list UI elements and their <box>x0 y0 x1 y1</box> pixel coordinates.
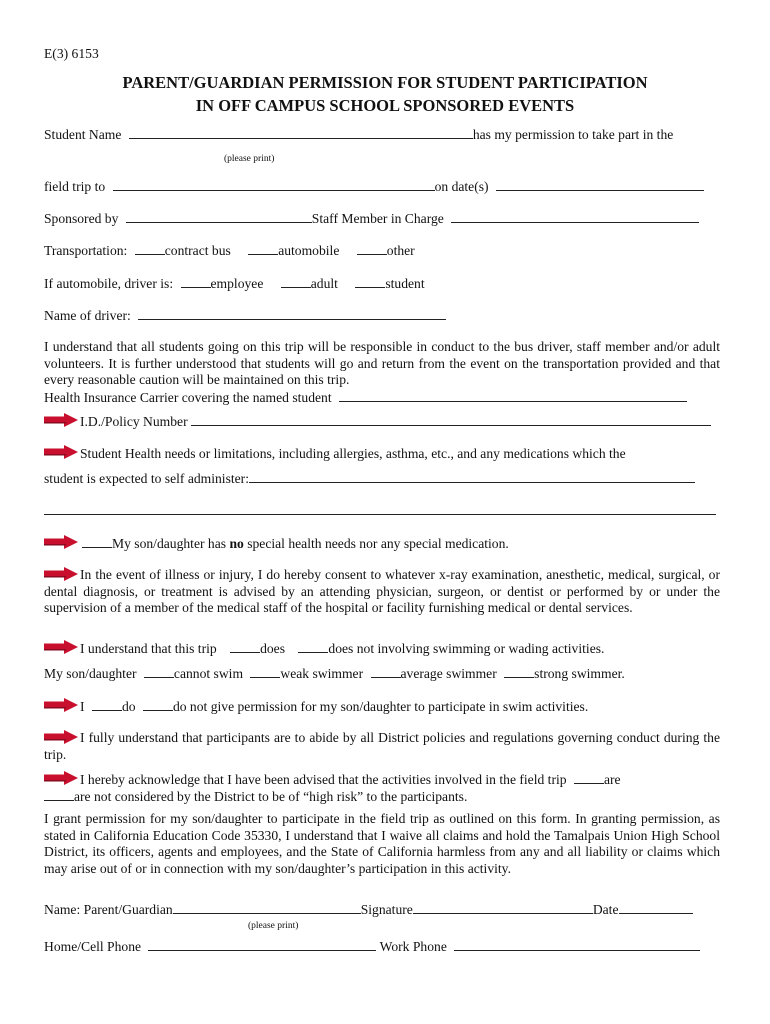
sponsor-row <box>44 210 699 227</box>
no-needs-row <box>44 535 509 552</box>
date-field[interactable] <box>619 901 693 914</box>
adult-option: adult <box>310 276 338 291</box>
weak-swimmer-option: weak swimmer <box>280 666 364 681</box>
strong-swimmer-checkbox[interactable] <box>504 665 534 678</box>
phone-row <box>44 938 700 955</box>
transportation-row <box>44 242 415 259</box>
swim-permission-do: do <box>121 699 136 714</box>
red-arrow-icon <box>44 771 78 785</box>
medical-consent-paragraph: In the event of illness or injury, I do hereby consent to whatever x-ray examination, anesthetic, medical, surgical, or dental diagnosis, or treatment is advised by an attending physician, surgeon, or dentist or performed by or under the supervision of a member of the medical staff of the hospital or facility furnishing medical or dental services. <box>44 567 720 615</box>
policy-number-label: I.D./Policy Number <box>80 414 188 429</box>
high-risk-row <box>44 771 720 788</box>
driver-type-row <box>44 275 425 292</box>
form-title-line1: PARENT/GUARDIAN PERMISSION FOR STUDENT PARTICIPATION <box>122 73 648 92</box>
contract-bus-checkbox[interactable] <box>135 242 165 255</box>
health-needs-field-2[interactable] <box>44 502 716 515</box>
signature-label: Signature <box>360 902 413 917</box>
home-phone-label: Home/Cell Phone <box>44 939 142 954</box>
field-trip-row <box>44 178 704 195</box>
policy-number-field[interactable] <box>191 413 711 426</box>
self-administer-label: student is expected to self administer: <box>44 471 249 486</box>
policies-paragraph: I fully understand that participants are to abide by all District policies and regulations governing conduct during the trip. <box>44 730 720 762</box>
health-needs-text: Student Health needs or limitations, including allergies, asthma, etc., and any medications which the <box>80 446 626 461</box>
student-name-row <box>44 126 673 143</box>
swim-ability-row <box>44 665 625 682</box>
no-needs-checkbox[interactable] <box>82 535 112 548</box>
policy-row <box>44 413 711 430</box>
on-dates-label: on date(s) <box>434 179 489 194</box>
staff-member-field[interactable] <box>451 210 699 223</box>
staff-member-label: Staff Member in Charge <box>311 211 444 226</box>
date-label: Date <box>592 902 619 917</box>
swim-permission-do-not-checkbox[interactable] <box>143 698 173 711</box>
automobile-checkbox[interactable] <box>248 242 278 255</box>
high-risk-are-checkbox[interactable] <box>574 771 604 784</box>
high-risk-are-not-text: are not considered by the District to be of “high risk” to the participants. <box>74 789 468 804</box>
work-phone-label: Work Phone <box>379 939 447 954</box>
contract-bus-option: contract bus <box>164 243 231 258</box>
high-risk-row-2 <box>44 788 467 805</box>
swim-permission-do-checkbox[interactable] <box>92 698 122 711</box>
student-driver-checkbox[interactable] <box>355 275 385 288</box>
student-option: student <box>385 276 425 291</box>
student-name-field[interactable] <box>129 126 473 139</box>
sponsored-by-label: Sponsored by <box>44 211 119 226</box>
swim-permission-rest: do not give permission for my son/daughter to participate in swim activities. <box>172 699 589 714</box>
no-emphasis: no <box>229 536 244 551</box>
sponsored-by-field[interactable] <box>126 210 312 223</box>
high-risk-are: are <box>603 772 621 787</box>
form-title-line2: IN OFF CAMPUS SCHOOL SPONSORED EVENTS <box>195 96 575 115</box>
driver-is-label: If automobile, driver is: <box>44 276 174 291</box>
signature-field[interactable] <box>413 901 593 914</box>
trip-dates-field[interactable] <box>496 178 704 191</box>
please-print-note-2: (please print) <box>248 921 299 931</box>
name-of-driver-label: Name of driver: <box>44 308 131 323</box>
insurance-label: Health Insurance Carrier covering the named student <box>44 390 332 405</box>
parent-name-field[interactable] <box>173 901 361 914</box>
self-administer-row <box>44 470 695 487</box>
insurance-carrier-field[interactable] <box>339 389 687 402</box>
insurance-row <box>44 389 687 406</box>
waiver-paragraph: I grant permission for my son/daughter to participate in the field trip as outlined on this form. In granting permission, as stated in California Education Code 35330, I understand that I waive all claims and hold the Tamalpais Union High School District, its officers, agents and employees, and the State of California harmless from any and all liability or claims which may arise out of or in connection with my son/daughter’s participation in this activity. <box>44 811 720 876</box>
red-arrow-icon <box>44 640 78 654</box>
driver-name-field[interactable] <box>138 307 446 320</box>
no-needs-text-before: My son/daughter has <box>112 536 227 551</box>
employee-driver-checkbox[interactable] <box>181 275 211 288</box>
permission-text: has my permission to take part in the <box>472 127 674 142</box>
red-arrow-icon <box>44 698 78 712</box>
transportation-label: Transportation: <box>44 243 128 258</box>
swim-does-checkbox[interactable] <box>230 640 260 653</box>
red-arrow-icon <box>44 535 78 549</box>
please-print-note: (please print) <box>224 154 275 164</box>
strong-swimmer-option: strong swimmer. <box>534 666 625 681</box>
swim-activity-row <box>44 640 720 657</box>
parent-name-label: Name: Parent/Guardian <box>44 902 173 917</box>
other-transport-checkbox[interactable] <box>357 242 387 255</box>
swim-permission-row <box>44 698 588 715</box>
conduct-paragraph: I understand that all students going on this trip will be responsible in conduct to the bus driver, staff member and/or adult volunteers. It is further understood that students will go and return from the event on the transportation provided and that every reasonable caution will be maintained on this trip. <box>44 339 720 387</box>
field-trip-label: field trip to <box>44 179 106 194</box>
health-needs-field[interactable] <box>249 470 695 483</box>
student-name-label: Student Name <box>44 127 122 142</box>
red-arrow-icon <box>44 413 78 427</box>
cannot-swim-option: cannot swim <box>173 666 244 681</box>
high-risk-text: I hereby acknowledge that I have been advised that the activities involved in the field trip <box>80 772 567 787</box>
swim-permission-i: I <box>80 699 85 714</box>
automobile-option: automobile <box>278 243 340 258</box>
health-needs-row <box>44 445 720 462</box>
average-swimmer-option: average swimmer <box>400 666 497 681</box>
average-swimmer-checkbox[interactable] <box>371 665 401 678</box>
signature-row <box>44 901 693 918</box>
red-arrow-icon <box>44 445 78 459</box>
weak-swimmer-checkbox[interactable] <box>250 665 280 678</box>
swim-does-not-label: does not involving swimming or wading activities. <box>328 641 605 656</box>
field-trip-destination-field[interactable] <box>113 178 435 191</box>
son-daughter-label: My son/daughter <box>44 666 137 681</box>
work-phone-field[interactable] <box>454 938 700 951</box>
no-needs-text-after: special health needs nor any special medication. <box>247 536 509 551</box>
swim-does-not-checkbox[interactable] <box>298 640 328 653</box>
driver-name-row <box>44 307 446 324</box>
adult-driver-checkbox[interactable] <box>281 275 311 288</box>
swim-does-label: does <box>260 641 285 656</box>
home-phone-field[interactable] <box>148 938 376 951</box>
employee-option: employee <box>210 276 264 291</box>
cannot-swim-checkbox[interactable] <box>144 665 174 678</box>
health-needs-extra-line <box>44 502 716 519</box>
high-risk-are-not-checkbox[interactable] <box>44 788 74 801</box>
form-code: E(3) 6153 <box>44 46 99 61</box>
swim-intro: I understand that this trip <box>80 641 217 656</box>
other-transport-option: other <box>386 243 415 258</box>
